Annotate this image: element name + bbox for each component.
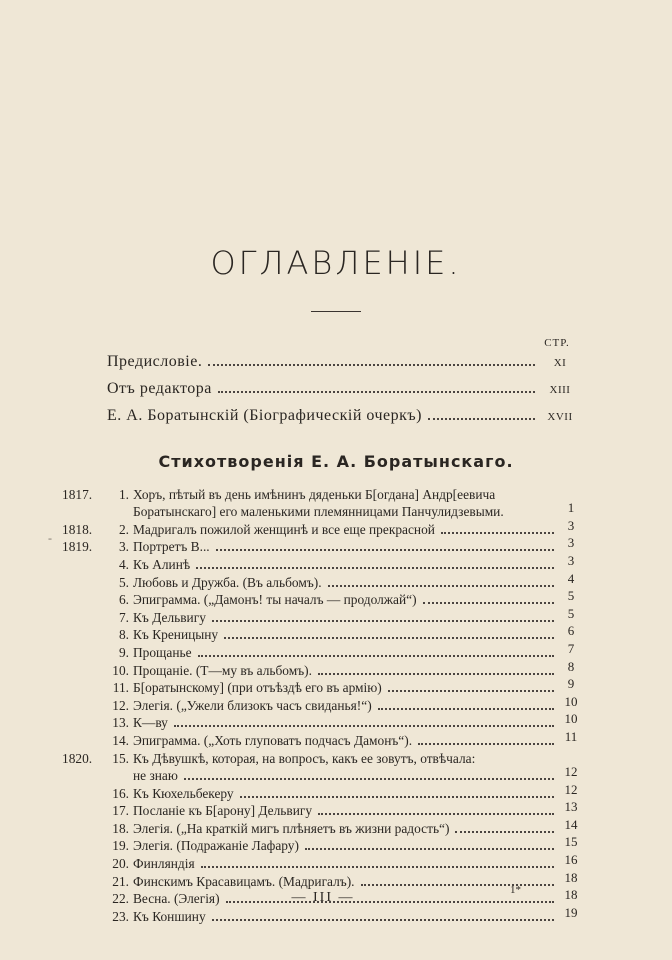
page-column-label: СТР. bbox=[544, 337, 570, 349]
dot-leader bbox=[184, 778, 554, 780]
entry-number: 5. bbox=[118, 574, 129, 590]
entry-title: Къ Коншину bbox=[133, 908, 206, 924]
entry-number: 20. bbox=[112, 856, 129, 872]
dot-leader bbox=[318, 673, 554, 675]
entry-title: Къ Дельвигу bbox=[133, 609, 206, 625]
entry-page: 16 bbox=[564, 852, 578, 868]
entry-page: 19 bbox=[564, 904, 578, 920]
toc-entry[interactable] bbox=[62, 605, 582, 626]
entry-title: Элегія. („На краткій мигъ плѣняетъ въ жизни радость“) bbox=[133, 820, 450, 836]
dot-leader bbox=[218, 391, 535, 393]
entry-number: 4. bbox=[118, 556, 129, 572]
entry-year: 1817. bbox=[62, 486, 93, 502]
signature-mark: 1* bbox=[510, 884, 521, 896]
entry-number: 14. bbox=[112, 732, 129, 748]
toc-entry[interactable] bbox=[62, 517, 582, 538]
entry-page: 7 bbox=[567, 640, 575, 656]
entry-page: 3 bbox=[567, 552, 575, 568]
dot-leader bbox=[226, 901, 554, 903]
entry-number: 23. bbox=[112, 908, 129, 924]
toc-entry[interactable] bbox=[62, 749, 582, 767]
entry-number: 11. bbox=[112, 680, 129, 696]
entry-title: Б[оратынскому] (при отъѣздѣ его въ армію) bbox=[133, 680, 382, 696]
entry-title: Къ Дѣвушкѣ, которая, на вопросъ, какъ ее зовутъ, отвѣчала: bbox=[133, 750, 476, 766]
entry-title: Весна. (Элегія) bbox=[133, 891, 220, 907]
dot-leader bbox=[174, 725, 554, 727]
entry-title: Прощаніе. (Т—му въ альбомъ). bbox=[133, 662, 312, 678]
entry-title: Посланіе къ Б[арону] Дельвигу bbox=[133, 803, 313, 819]
entry-page: 4 bbox=[567, 570, 575, 586]
entry-title: Мадригалъ пожилой женщинѣ и все еще прекрасной bbox=[133, 521, 435, 537]
front-matter-title: Е. А. Боратынскій (Біографическій очеркъ) bbox=[107, 407, 422, 424]
entry-title: не знаю bbox=[133, 768, 178, 784]
dot-leader bbox=[378, 708, 554, 710]
entry-number: 9. bbox=[118, 644, 129, 660]
toc-entry[interactable] bbox=[62, 570, 582, 591]
page-title: ОГЛАВЛЕНІЕ. bbox=[210, 244, 462, 282]
entry-title: Эпиграмма. („Дамонъ! ты началъ — продолжай“) bbox=[133, 592, 417, 608]
toc-entry[interactable] bbox=[62, 588, 582, 609]
entry-number: 15. bbox=[112, 750, 129, 766]
entry-number: 10. bbox=[112, 662, 129, 678]
toc-entry[interactable] bbox=[62, 854, 582, 872]
toc-entry[interactable] bbox=[62, 676, 582, 697]
entry-title: Къ Креницыну bbox=[133, 627, 219, 643]
entry-number: 12. bbox=[112, 697, 129, 713]
toc-entry[interactable] bbox=[62, 869, 582, 890]
entry-page: 12 bbox=[564, 764, 578, 780]
toc-entry[interactable] bbox=[62, 904, 582, 925]
entry-page: 15 bbox=[564, 834, 578, 850]
entry-title: Любовь и Дружба. (Въ альбомъ). bbox=[133, 574, 322, 590]
toc-entry[interactable] bbox=[62, 623, 582, 644]
entry-title: Боратынскаго] его маленькими племянницами Панчулидзевыми. bbox=[133, 504, 504, 520]
dot-leader bbox=[212, 620, 554, 622]
entry-title: Къ Алинѣ bbox=[133, 556, 191, 572]
entry-title: Финскимъ Красавицамъ. (Мадригалъ). bbox=[133, 873, 355, 889]
front-matter-page: XVII bbox=[547, 411, 573, 423]
entry-number: 7. bbox=[118, 609, 129, 625]
front-matter-page: XI bbox=[553, 357, 567, 369]
front-matter-row[interactable] bbox=[107, 344, 577, 371]
front-matter-title: Предисловіе. bbox=[107, 353, 203, 370]
entry-year: 1820. bbox=[62, 750, 93, 766]
entry-title: К—ву bbox=[133, 715, 168, 731]
entry-title: Хоръ, пѣтый въ день имѣнинъ дяденьки Б[огдана] Андр[еевича bbox=[133, 486, 496, 502]
entry-page: 11 bbox=[564, 728, 578, 744]
toc-entry[interactable] bbox=[62, 640, 582, 661]
dot-leader bbox=[305, 848, 554, 850]
toc-entry[interactable] bbox=[62, 485, 582, 503]
entry-page: 12 bbox=[564, 781, 578, 797]
entry-title: Портретъ В... bbox=[133, 539, 210, 555]
entry-title: Элегія. („Ужели близокъ часъ свиданья!“) bbox=[133, 697, 372, 713]
toc-entry[interactable] bbox=[62, 658, 582, 679]
dot-leader bbox=[198, 655, 554, 657]
toc-entry[interactable] bbox=[62, 834, 582, 855]
entry-page: 13 bbox=[564, 799, 578, 815]
entry-number: 1. bbox=[118, 486, 129, 502]
entry-page: 1 bbox=[567, 500, 575, 516]
dot-leader bbox=[388, 690, 554, 692]
entry-page: 10 bbox=[564, 711, 578, 727]
front-matter-title: Отъ редактора bbox=[107, 380, 212, 397]
entry-number: 21. bbox=[112, 873, 129, 889]
entry-number: 16. bbox=[112, 785, 129, 801]
dot-leader bbox=[328, 585, 554, 587]
entry-page: 6 bbox=[567, 623, 575, 639]
entry-page: 18 bbox=[564, 887, 578, 903]
dot-leader bbox=[423, 602, 554, 604]
entry-number: 8. bbox=[118, 627, 129, 643]
toc-entry[interactable] bbox=[62, 711, 582, 732]
entry-title: Финляндія bbox=[133, 856, 195, 872]
entry-title: Прощанье bbox=[133, 644, 192, 660]
entry-number: 18. bbox=[112, 820, 129, 836]
margin-mark: - bbox=[48, 531, 52, 545]
title-rule bbox=[311, 311, 361, 312]
dot-leader bbox=[361, 884, 554, 886]
section-heading: Стихотворенія Е. А. Боратынскаго. bbox=[158, 452, 514, 471]
entry-title: Эпиграмма. („Хоть глуповатъ подчасъ Дамонъ“). bbox=[133, 732, 413, 748]
dot-leader bbox=[240, 796, 554, 798]
toc-entry-continuation[interactable] bbox=[62, 764, 582, 785]
entry-page: 5 bbox=[567, 588, 575, 604]
toc-entry[interactable] bbox=[62, 816, 582, 837]
dot-leader bbox=[212, 919, 554, 921]
dot-leader bbox=[418, 743, 554, 745]
toc-entry[interactable] bbox=[62, 799, 582, 820]
entry-page: 8 bbox=[567, 658, 575, 674]
dot-leader bbox=[441, 532, 554, 534]
toc-entry[interactable] bbox=[62, 552, 582, 573]
front-matter-row[interactable] bbox=[107, 398, 577, 425]
toc-list bbox=[62, 485, 582, 925]
entry-page: 14 bbox=[564, 816, 578, 832]
dot-leader bbox=[224, 637, 554, 639]
toc-entry[interactable] bbox=[62, 535, 582, 556]
toc-entry[interactable] bbox=[62, 728, 582, 749]
entry-number: 2. bbox=[118, 521, 129, 537]
entry-number: 13. bbox=[112, 715, 129, 731]
entry-number: 6. bbox=[118, 592, 129, 608]
dot-leader bbox=[318, 813, 554, 815]
toc-entry[interactable] bbox=[62, 781, 582, 802]
entry-number: 17. bbox=[112, 803, 129, 819]
entry-title: Къ Кюхельбекеру bbox=[133, 785, 234, 801]
front-matter-list bbox=[107, 344, 577, 425]
entry-page: 18 bbox=[564, 869, 578, 885]
dot-leader bbox=[455, 831, 554, 833]
toc-entry-continuation[interactable] bbox=[62, 500, 582, 521]
dot-leader bbox=[208, 364, 535, 366]
front-matter-row[interactable] bbox=[107, 371, 577, 398]
entry-page: 3 bbox=[567, 535, 575, 551]
front-matter-page: XIII bbox=[549, 384, 571, 396]
dot-leader bbox=[428, 418, 535, 420]
entry-title: Элегія. (Подражаніе Лафару) bbox=[133, 838, 299, 854]
toc-entry[interactable] bbox=[62, 693, 582, 714]
entry-year: 1819. bbox=[62, 539, 93, 555]
entry-number: 19. bbox=[112, 838, 129, 854]
page-folio: — III — bbox=[291, 890, 355, 905]
entry-page: 10 bbox=[564, 693, 578, 709]
entry-page: 5 bbox=[567, 605, 575, 621]
entry-number: 22. bbox=[112, 891, 129, 907]
entry-number: 3. bbox=[118, 539, 129, 555]
entry-year: 1818. bbox=[62, 521, 93, 537]
dot-leader bbox=[216, 549, 554, 551]
dot-leader bbox=[201, 866, 554, 868]
dot-leader bbox=[196, 567, 554, 569]
entry-page: 3 bbox=[567, 517, 575, 533]
entry-page: 9 bbox=[567, 676, 575, 692]
